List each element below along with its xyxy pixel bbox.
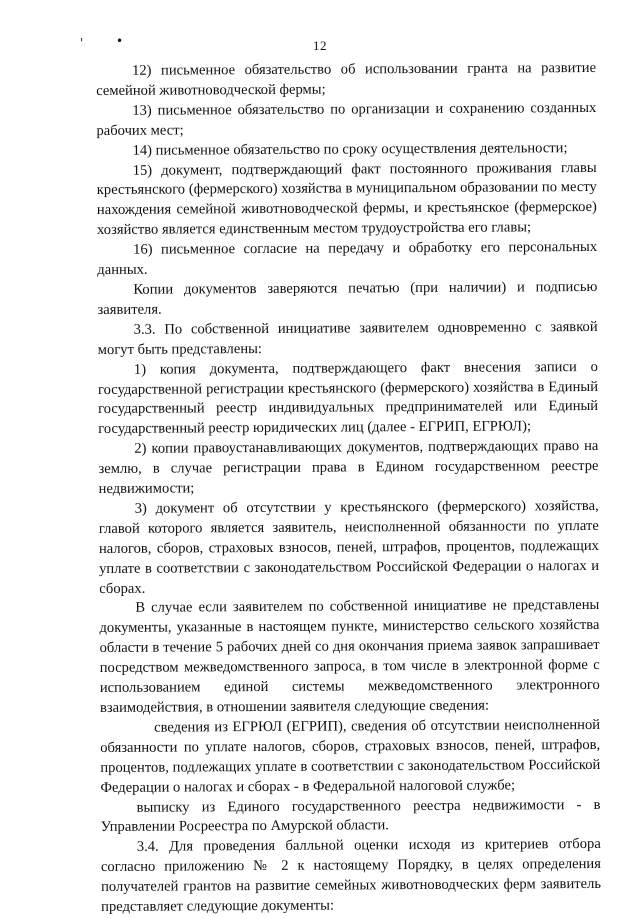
list-item-13: 13) письменное обязательство по организации и сохранению созданных рабочих мест;: [96, 99, 597, 139]
interagency-request-paragraph: В случае если заявителем по собственной инициативе не представлены документы, указанные в настоящем пункте, министерство сельского хозяйства области в течение 5 рабочих дней со дня окончания приема заявок запрашивает посредством межведомственного запроса, в том числе в электронной форме с использованием единой системы межведомственного электронного взаимодействия, в отношении заявителя следующие сведения:: [99, 597, 600, 716]
list-item-15: 15) документ, подтверждающий факт постоянного проживания главы крестьянского (фермерского) хозяйства в муниципальном образовании по месту нахождения семейной животноводческой фермы, и крестьянское (фермерское) хозяйство является единственным местом трудоустройства его главы;: [96, 159, 597, 239]
section-3-3-item-1: 1) копия документа, подтверждающего факт внесения записи о государственной регистрации крестьянского (фермерского) хозяйства в Единый государственный реестр индивидуальных предпринимателей или Единый государственный реестр юридических лиц (далее - ЕГРИП, ЕГРЮЛ);: [97, 358, 599, 438]
section-3-3-item-2: 2) копии правоустанавливающих документов, подтверждающих право на землю, в случае регистрации права в Едином государственном реестре недвижимости;: [98, 438, 599, 498]
document-body: [96, 59, 601, 918]
section-3-3-item-3: 3) документ об отсутствии у крестьянского (фермерского) хозяйства, главой которого является заявитель, неисполненной обязанности по уплате налогов, сборов, страховых взносов, пеней, штрафов, процентов, подлежащих уплате в соответствии с законодательством Российской Федерации о налогах и сборах.: [98, 497, 600, 597]
section-3-4-paragraph: 3.4. Для проведения балльной оценки исходя из критериев отбора согласно приложению № 2 к настоящему Порядку, в целях определения получателей грантов на развитие семейных животноводческих ферм заявитель представляет следующие документы:: [100, 836, 602, 916]
copies-note-paragraph: Копии документов заверяются печатью (при наличии) и подписью заявителя.: [97, 278, 598, 318]
section-3-3-heading-paragraph: 3.3. По собственной инициативе заявителем одновременно с заявкой могут быть представлены:: [97, 318, 598, 358]
list-item-14: 14) письменное обязательство по сроку осуществления деятельности;: [132, 139, 568, 159]
rosreestr-extract-paragraph: выписку из Единого государственного реестра недвижимости - в Управлении Росреестра по Амурской области.: [100, 796, 601, 836]
list-item-16: 16) письменное согласие на передачу и обработку его персональных данных.: [97, 239, 598, 279]
scan-mark: •: [116, 34, 124, 48]
page-number: 12: [313, 38, 327, 53]
list-item-12: 12) письменное обязательство об использовании гранта на развитие семейной животноводческой фермы;: [96, 59, 597, 99]
scan-mark: ': [80, 36, 84, 50]
egrul-info-paragraph: сведения из ЕГРЮЛ (ЕГРИП), сведения об отсутствии неисполненной обязанности по уплате налогов, сборов, страховых взносов, пеней, штрафов, процентов, подлежащих уплате в соответствии с законодательством Российской Федерации о налогах и сборах - в Федеральной налоговой службе;: [100, 716, 601, 796]
